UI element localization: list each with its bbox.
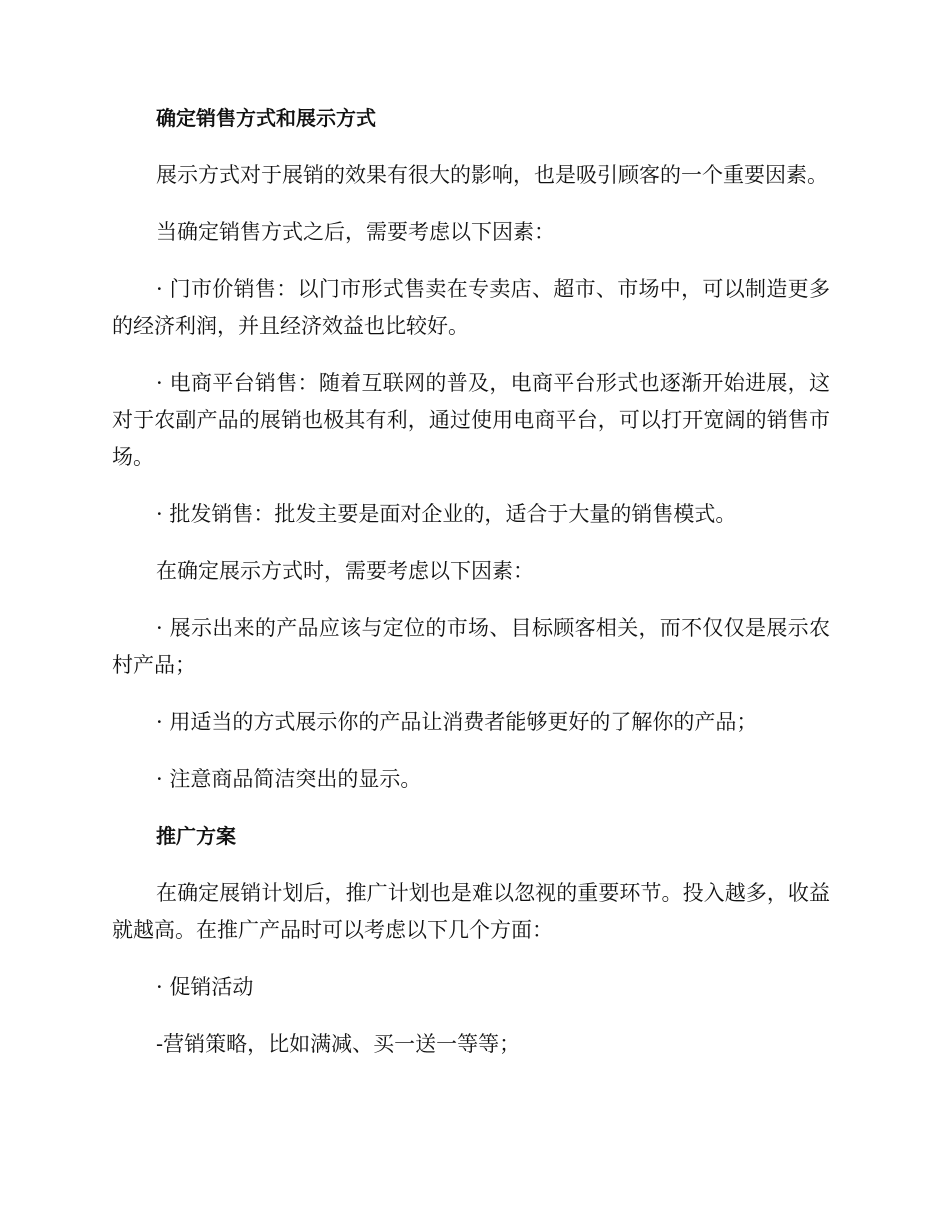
bullet-display-simple: · 注意商品简洁突出的显示。 <box>156 767 422 791</box>
section-heading-promotion-plan: 推广方案 <box>156 824 236 848</box>
bullet-store-sales: · 门市价销售：以门市形式售卖在专卖店、超市、市场中，可以制造更多的经济利润，并且经济效益也比较好。 <box>112 277 830 338</box>
paragraph-sales-factors-intro: 当确定销售方式之后，需要考虑以下因素： <box>156 220 555 244</box>
document-body <box>112 100 830 1083</box>
paragraph-display-importance: 展示方式对于展销的效果有很大的影响，也是吸引顾客的一个重要因素。 <box>156 163 828 187</box>
bullet-wholesale-sales: · 批发销售：批发主要是面对企业的，适合于大量的销售模式。 <box>156 502 737 526</box>
paragraph-promotion-intro: 在确定展销计划后，推广计划也是难以忽视的重要环节。投入越多，收益就越高。在推广产品时可以考虑以下几个方面： <box>112 881 830 942</box>
paragraph-display-factors-intro: 在确定展示方式时，需要考虑以下因素： <box>156 559 534 583</box>
bullet-display-target-market: · 展示出来的产品应该与定位的市场、目标顾客相关，而不仅仅是展示农村产品； <box>112 616 830 677</box>
subitem-marketing-strategy: -营销策略，比如满减、买一送一等等； <box>156 1032 521 1056</box>
bullet-promotion-activities: · 促销活动 <box>156 975 254 999</box>
bullet-display-appropriate-way: · 用适当的方式展示你的产品让消费者能够更好的了解你的产品； <box>156 710 758 734</box>
section-heading-sales-display: 确定销售方式和展示方式 <box>156 106 376 130</box>
bullet-ecommerce-sales: · 电商平台销售：随着互联网的普及，电商平台形式也逐渐开始进展，这对于农副产品的展销也极其有利，通过使用电商平台，可以打开宽阔的销售市场。 <box>112 371 830 469</box>
